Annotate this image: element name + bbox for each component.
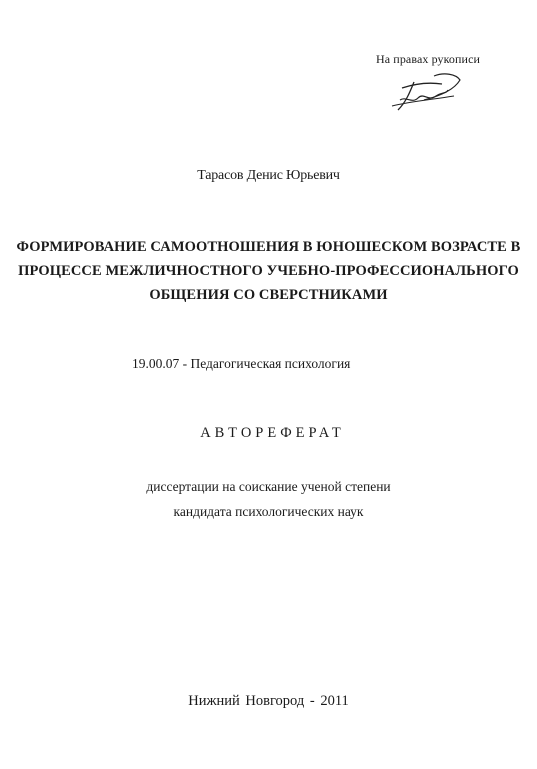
degree-line: диссертации на соискание ученой степени (146, 479, 391, 494)
dissertation-title (0, 235, 537, 307)
title-line: ОБЩЕНИЯ СО СВЕРСТНИКАМИ (149, 287, 388, 303)
degree-line: кандидата психологических наук (173, 504, 364, 519)
document-type-heading: АВТОРЕФЕРАТ (200, 425, 345, 441)
degree-description (0, 474, 537, 524)
title-line: ФОРМИРОВАНИЕ САМООТНОШЕНИЯ В ЮНОШЕСКОМ ВОЗРАСТЕ В (16, 239, 521, 255)
manuscript-rights-stamp: На правах рукописи (376, 52, 481, 66)
author-name: Тарасов Денис Юрьевич (197, 168, 340, 183)
place-and-year: Нижний Новгород - 2011 (188, 693, 349, 709)
title-line: ПРОЦЕССЕ МЕЖЛИЧНОСТНОГО УЧЕБНО-ПРОФЕССИОНАЛЬНОГО (18, 263, 519, 279)
handwritten-signature (384, 70, 464, 114)
specialty-code: 19.00.07 - Педагогическая психология (132, 356, 351, 371)
